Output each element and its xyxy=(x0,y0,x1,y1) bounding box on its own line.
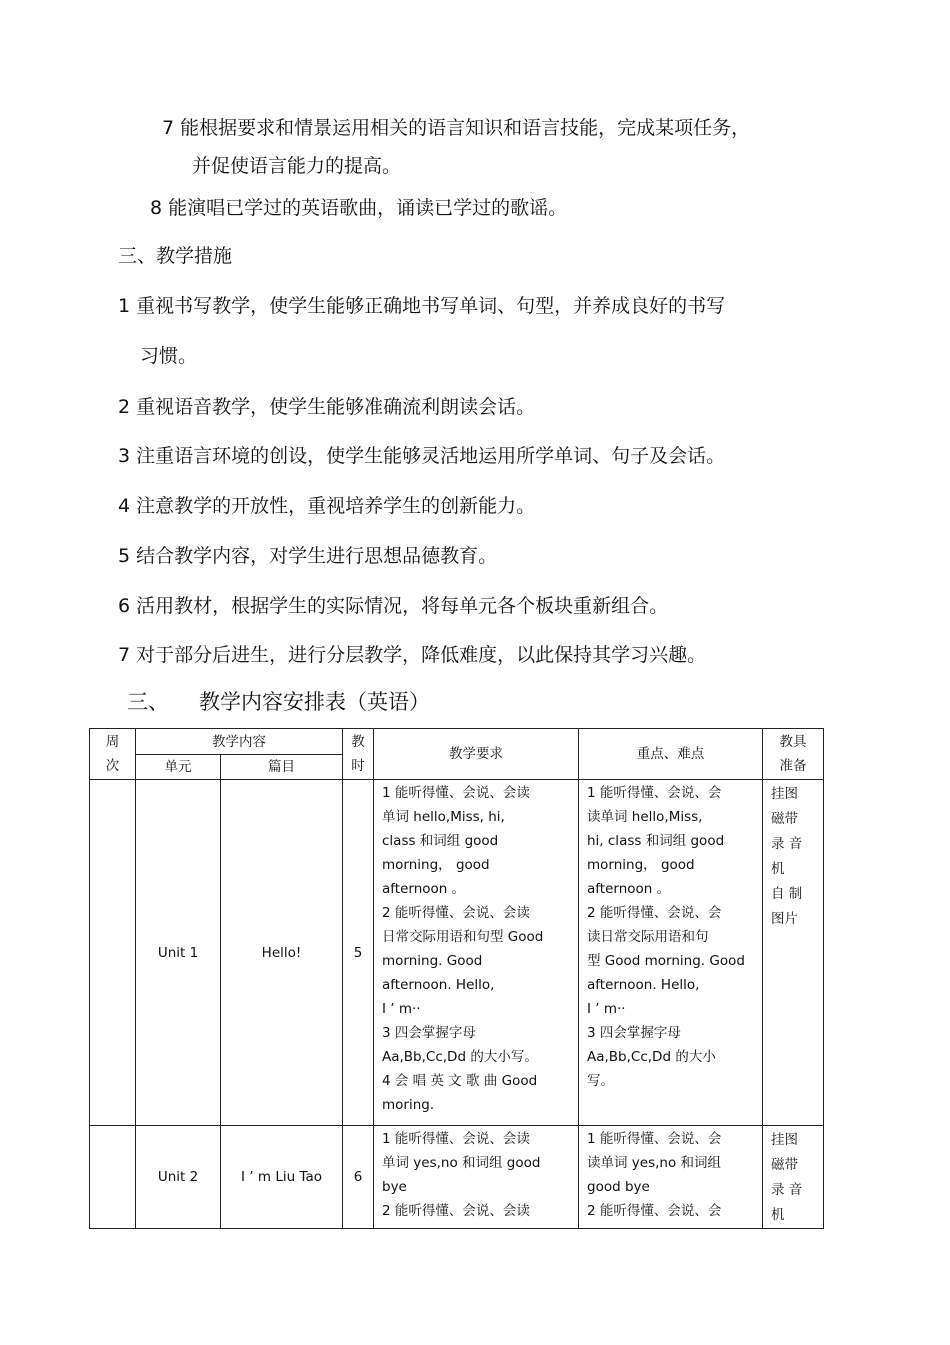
header-tools xyxy=(763,729,824,780)
tool-line: 磁带 xyxy=(771,1157,798,1173)
schedule-heading-text: 教学内容安排表（英语） xyxy=(199,690,430,714)
row-2-topic: I ’ m Liu Tao xyxy=(221,1126,343,1229)
header-hours xyxy=(343,729,374,780)
objective-7-line-2: 并促使语言能力的提高。 xyxy=(192,155,402,177)
header-hours-line-1: 教 xyxy=(351,734,365,750)
measure-7: 7 对于部分后进生，进行分层教学，降低难度，以此保持其学习兴趣。 xyxy=(118,644,707,666)
row-2-requirements xyxy=(374,1126,579,1229)
table-row xyxy=(90,1126,824,1229)
header-week-line-1: 周 xyxy=(105,734,120,750)
measure-3: 3 注重语言环境的创设，使学生能够灵活地运用所学单词、句子及会话。 xyxy=(118,445,726,467)
measure-2: 2 重视语音教学，使学生能够准确流利朗读会话。 xyxy=(118,396,536,418)
requirement-line: I ’ m·· xyxy=(382,1001,421,1017)
requirement-line: 2 能听得懂、会说、会读 xyxy=(382,1203,530,1219)
requirement-line: 日常交际用语和句型 Good xyxy=(382,929,544,945)
key-point-line: 2 能听得懂、会说、会 xyxy=(587,1203,722,1219)
header-content: 教学内容 xyxy=(136,729,343,755)
tool-line: 机 xyxy=(771,1207,785,1223)
key-point-line: I ’ m·· xyxy=(587,1001,626,1017)
key-point-line: afternoon. Hello, xyxy=(587,977,700,993)
row-2-unit: Unit 2 xyxy=(136,1126,221,1229)
header-week xyxy=(90,729,136,780)
key-point-line: 1 能听得懂、会说、会 xyxy=(587,1131,722,1147)
header-key-points: 重点、难点 xyxy=(579,729,763,780)
row-1-unit: Unit 1 xyxy=(136,780,221,1126)
header-unit: 单元 xyxy=(136,755,221,780)
requirement-line: moring. xyxy=(382,1097,435,1113)
tool-line: 录 音 xyxy=(771,1182,803,1198)
tool-line: 图片 xyxy=(771,911,798,927)
measure-1-line-1: 1 重视书写教学，使学生能够正确地书写单词、句型，并养成良好的书写 xyxy=(118,295,726,317)
key-point-line: 写。 xyxy=(587,1073,614,1089)
row-2-key-points xyxy=(579,1126,763,1229)
tool-line: 挂图 xyxy=(771,786,798,802)
requirement-line: 1 能听得懂、会说、会读 xyxy=(382,785,530,801)
requirement-line: afternoon. Hello, xyxy=(382,977,495,993)
key-point-line: 型 Good morning. Good xyxy=(587,953,745,969)
header-hours-line-2: 时 xyxy=(351,758,365,774)
tool-line: 挂图 xyxy=(771,1132,798,1148)
row-1-tools xyxy=(763,780,824,1126)
row-1-key-points xyxy=(579,780,763,1126)
table-row xyxy=(90,780,824,1126)
key-point-line: good bye xyxy=(587,1179,650,1195)
schedule-table xyxy=(89,728,824,1229)
header-requirements: 教学要求 xyxy=(374,729,579,780)
key-point-line: Aa,Bb,Cc,Dd 的大小 xyxy=(587,1049,716,1065)
key-point-line: 读单词 hello,Miss, xyxy=(587,809,703,825)
tool-line: 机 xyxy=(771,861,785,877)
row-2-tools xyxy=(763,1126,824,1229)
requirement-line: bye xyxy=(382,1179,407,1195)
schedule-heading-number: 三、 xyxy=(127,690,169,714)
measure-4: 4 注意教学的开放性，重视培养学生的创新能力。 xyxy=(118,495,536,517)
measures-heading: 三、教学措施 xyxy=(118,245,233,267)
header-tools-line-2: 准备 xyxy=(779,758,807,774)
row-2-week xyxy=(90,1126,136,1229)
measure-6: 6 活用教材，根据学生的实际情况，将每单元各个板块重新组合。 xyxy=(118,595,669,617)
requirement-line: class 和词组 good xyxy=(382,833,499,849)
requirement-line: 3 四会掌握字母 xyxy=(382,1025,476,1041)
requirement-line: Aa,Bb,Cc,Dd 的大小写。 xyxy=(382,1049,538,1065)
measure-5: 5 结合教学内容，对学生进行思想品德教育。 xyxy=(118,545,498,567)
key-point-line: hi, class 和词组 good xyxy=(587,833,725,849)
tool-line: 自 制 xyxy=(771,886,803,902)
key-point-line: 2 能听得懂、会说、会 xyxy=(587,905,722,921)
header-topic: 篇目 xyxy=(221,755,343,780)
requirement-line: 2 能听得懂、会说、会读 xyxy=(382,905,530,921)
row-1-hours: 5 xyxy=(343,780,374,1126)
requirement-line: 单词 yes,no 和词组 good xyxy=(382,1155,541,1171)
row-2-hours: 6 xyxy=(343,1126,374,1229)
schedule-heading xyxy=(127,686,430,716)
key-point-line: 3 四会掌握字母 xyxy=(587,1025,681,1041)
key-point-line: 1 能听得懂、会说、会 xyxy=(587,785,722,801)
header-week-line-2: 次 xyxy=(105,758,120,774)
requirement-line: morning， good xyxy=(382,857,490,873)
requirement-line: 1 能听得懂、会说、会读 xyxy=(382,1131,530,1147)
objective-8: 8 能演唱已学过的英语歌曲，诵读已学过的歌谣。 xyxy=(150,197,568,219)
requirement-line: 单词 hello,Miss, hi, xyxy=(382,809,505,825)
row-1-requirements xyxy=(374,780,579,1126)
requirement-line: 4 会 唱 英 文 歌 曲 Good xyxy=(382,1073,538,1089)
requirement-line: afternoon 。 xyxy=(382,881,466,897)
key-point-line: 读单词 yes,no 和词组 xyxy=(587,1155,722,1171)
key-point-line: afternoon 。 xyxy=(587,881,671,897)
row-1-topic: Hello! xyxy=(221,780,343,1126)
key-point-line: morning， good xyxy=(587,857,695,873)
objective-7-line-1: 7 能根据要求和情景运用相关的语言知识和语言技能，完成某项任务， xyxy=(162,117,751,139)
header-tools-line-1: 教具 xyxy=(779,734,807,750)
requirement-line: morning. Good xyxy=(382,953,483,969)
row-1-week xyxy=(90,780,136,1126)
tool-line: 录 音 xyxy=(771,836,803,852)
key-point-line: 读日常交际用语和句 xyxy=(587,929,709,945)
measure-1-line-2: 习惯。 xyxy=(140,345,198,367)
tool-line: 磁带 xyxy=(771,811,798,827)
